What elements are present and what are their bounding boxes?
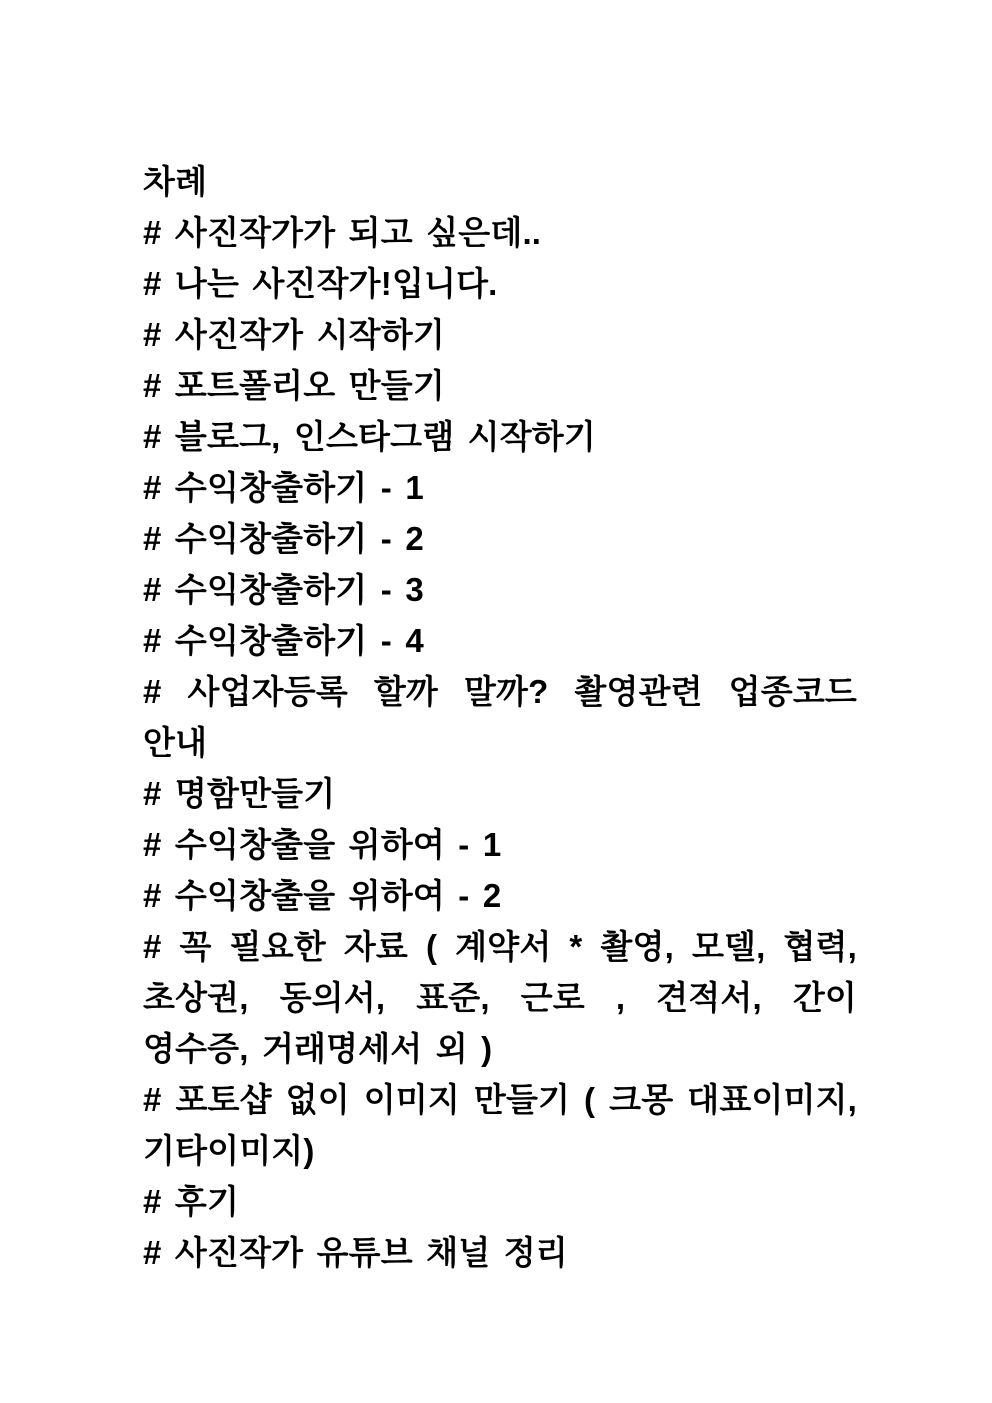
- toc-title: 차례: [143, 163, 208, 200]
- toc-list: [143, 207, 857, 1278]
- toc-item: # 수익창출을 위하여 - 1: [143, 826, 502, 863]
- toc-item: # 수익창출을 위하여 - 2: [143, 877, 502, 914]
- toc-item: # 사업자등록 할까 말까? 촬영관련 업종코드 안내: [143, 673, 857, 761]
- toc-item: # 명함만들기: [143, 775, 336, 812]
- toc-item: # 후기: [143, 1183, 240, 1220]
- toc-item: # 사진작가 시작하기: [143, 316, 445, 353]
- toc-item: # 수익창출하기 - 1: [143, 469, 424, 506]
- toc-item: # 나는 사진작가!입니다.: [143, 265, 498, 302]
- toc-item: # 포토샵 없이 이미지 만들기 ( 크몽 대표이미지, 기타이미지): [143, 1081, 857, 1169]
- toc-item: # 수익창출하기 - 4: [143, 622, 424, 659]
- toc-item: # 수익창출하기 - 3: [143, 571, 424, 608]
- toc-item: # 블로그, 인스타그램 시작하기: [143, 418, 596, 455]
- toc-item: # 사진작가가 되고 싶은데..: [143, 214, 542, 251]
- toc-item: # 수익창출하기 - 2: [143, 520, 424, 557]
- toc-item: # 꼭 필요한 자료 ( 계약서 * 촬영, 모델, 협력, 초상권, 동의서, 표준, 근로 , 견적서, 간이 영수증, 거래명세서 외 ): [143, 928, 857, 1067]
- toc-item: # 사진작가 유튜브 채널 정리: [143, 1234, 568, 1271]
- toc-content: [143, 156, 857, 1278]
- toc-item: # 포트폴리오 만들기: [143, 367, 445, 404]
